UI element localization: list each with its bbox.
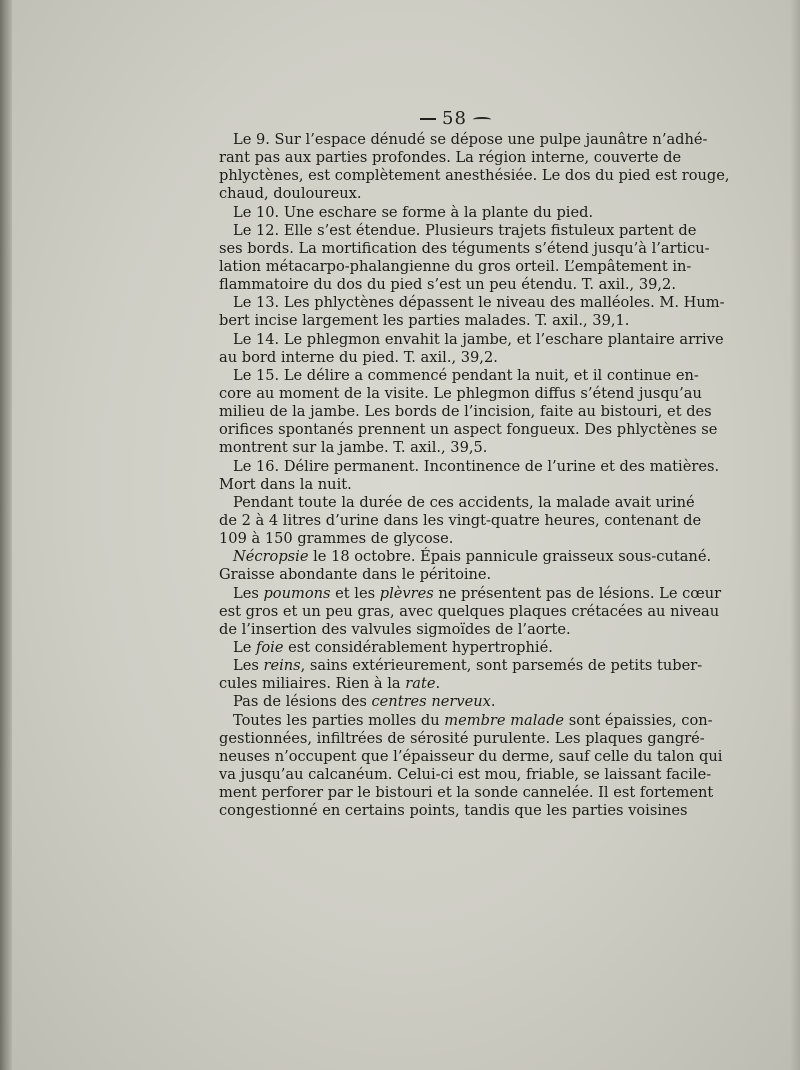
page-spine-shadow <box>0 0 12 1070</box>
text-run: Toutes les parties molles du <box>233 711 445 729</box>
text-run: Les <box>233 657 264 675</box>
text-run: Le 14. Le phlegmon envahit la jambe, et l’eschare plantaire arrive <box>233 330 724 348</box>
text-run: sont épaissies, con- <box>564 711 713 729</box>
text-run: gestionnées, infiltrées de sérosité purulente. Les plaques gangré- <box>219 729 705 747</box>
text-run: lation métacarpo-phalangienne du gros orteil. L’empâtement in- <box>219 257 692 275</box>
text-line <box>219 276 676 294</box>
italic-term: plèvres <box>379 584 434 602</box>
text-line <box>219 366 699 385</box>
text-line <box>219 294 725 312</box>
text-line <box>219 221 697 240</box>
text-line <box>219 602 720 621</box>
italic-term: Nécropsie <box>233 548 309 566</box>
text-line <box>219 384 702 403</box>
text-line <box>219 621 669 639</box>
text-line <box>219 693 669 711</box>
text-run: Le 13. Les phlyctènes dépassent le niveau des malléoles. M. Hum- <box>233 294 725 312</box>
text-run: flammatoire du dos du pied s’est un peu étendu. T. axil., 39,2. <box>219 276 676 294</box>
text-line <box>219 312 669 330</box>
text-run: Le <box>233 638 256 656</box>
text-line <box>219 239 710 258</box>
text-run: de l’insertion des valvules sigmoïdes de l’aorte. <box>219 620 571 638</box>
text-run: et les <box>330 584 380 602</box>
text-line <box>219 439 669 457</box>
text-run: montrent sur la jambe. T. axil., 39,5. <box>219 439 488 457</box>
text-run: Le 9. Sur l’espace dénudé se dépose une pulpe jaunâtre n’adhé- <box>233 131 708 148</box>
text-line <box>219 149 682 167</box>
flourish-ornament-icon <box>473 117 491 122</box>
text-line <box>219 584 722 603</box>
text-run: bert incise largement les parties malades. T. axil., 39,1. <box>219 312 630 330</box>
text-line <box>219 349 669 367</box>
text-line <box>219 131 708 149</box>
text-run: , sains extérieurement, sont parsemés de petits tuber- <box>300 657 703 675</box>
text-line <box>219 167 730 185</box>
text-line <box>219 511 702 530</box>
text-run: Le 16. Délire permanent. Incontinence de l’urine et des matières. <box>233 457 720 475</box>
text-run: est considérablement hypertrophié. <box>283 638 553 656</box>
text-line <box>219 548 712 566</box>
text-line <box>219 457 720 476</box>
text-line <box>219 675 669 693</box>
text-line <box>219 566 669 584</box>
text-run: le 18 octobre. Épais pannicule graisseux sous-cutané. <box>308 548 712 566</box>
page-number-header <box>420 108 491 129</box>
text-run: 109 à 150 grammes de glycose. <box>219 530 454 548</box>
page-number: 58 <box>442 108 467 129</box>
text-line <box>219 657 703 675</box>
text-run: phlyctènes, est complètement anesthésiée. Le dos du pied est rouge, <box>219 167 730 185</box>
text-line <box>219 204 669 222</box>
text-line <box>219 330 724 349</box>
italic-term: membre malade <box>444 711 565 729</box>
text-run: core au moment de la visite. Le phlegmon diffus s’étend jusqu’au <box>219 384 702 402</box>
text-line <box>219 765 712 784</box>
text-run: Pas de lésions des <box>233 693 372 711</box>
text-run: milieu de la jambe. Les bords de l’incision, faite au bistouri, et des <box>219 403 712 421</box>
text-run: au bord interne du pied. T. axil., 39,2. <box>219 348 498 366</box>
text-run: . <box>435 675 441 693</box>
text-line <box>219 493 695 512</box>
body-text <box>219 131 730 820</box>
text-run: est gros et un peu gras, avec quelques plaques crétacées au niveau <box>219 602 720 620</box>
text-run: Pendant toute la durée de ces accidents, la malade avait uriné <box>233 493 695 511</box>
italic-term: centres nerveux <box>371 693 491 711</box>
text-line <box>219 530 669 548</box>
italic-term: poumons <box>263 584 331 602</box>
page-edge-shadow <box>790 0 800 1070</box>
text-run: Le 15. Le délire a commencé pendant la nuit, et il continue en- <box>233 366 699 384</box>
text-line <box>219 421 718 439</box>
text-run: cules miliaires. Rien à la <box>219 675 406 693</box>
text-line <box>219 784 714 802</box>
text-line <box>219 476 669 494</box>
text-run: de 2 à 4 litres d’urine dans les vingt-quatre heures, contenant de <box>219 511 702 529</box>
text-line <box>219 729 705 748</box>
text-line <box>219 802 688 820</box>
text-line <box>219 185 669 203</box>
italic-term: reins <box>263 657 301 675</box>
text-line <box>219 257 692 276</box>
text-line <box>219 403 712 421</box>
dash-ornament-icon <box>420 118 436 120</box>
text-run: neuses n’occupent que l’épaisseur du derme, sauf celle du talon qui <box>219 747 723 765</box>
text-run: Le 12. Elle s’est étendue. Plusieurs trajets fistuleux partent de <box>233 221 697 239</box>
text-run: rant pas aux parties profondes. La région interne, couverte de <box>219 149 682 167</box>
text-line <box>219 747 723 766</box>
text-line <box>219 639 669 657</box>
text-run: congestionné en certains points, tandis que les parties voisines <box>219 802 688 820</box>
text-run: ment perforer par le bistouri et la sonde cannelée. Il est fortement <box>219 784 714 802</box>
text-run: va jusqu’au calcanéum. Celui-ci est mou, friable, se laissant facile- <box>219 765 712 783</box>
text-run: ne présentent pas de lésions. Le cœur <box>433 584 722 602</box>
text-run: . <box>490 693 496 711</box>
text-run: Mort dans la nuit. <box>219 475 352 493</box>
text-run: Les <box>233 584 264 602</box>
text-line <box>219 711 713 730</box>
text-run: Le 10. Une eschare se forme à la plante du pied. <box>233 203 594 221</box>
text-run: Graisse abondante dans le péritoine. <box>219 566 492 584</box>
italic-term: rate <box>405 675 436 693</box>
text-run: chaud, douloureux. <box>219 185 362 203</box>
text-run: ses bords. La mortification des téguments s’étend jusqu’à l’articu- <box>219 239 710 257</box>
italic-term: foie <box>255 638 284 656</box>
text-run: orifices spontanés prennent un aspect fongueux. Des phlyctènes se <box>219 421 718 439</box>
